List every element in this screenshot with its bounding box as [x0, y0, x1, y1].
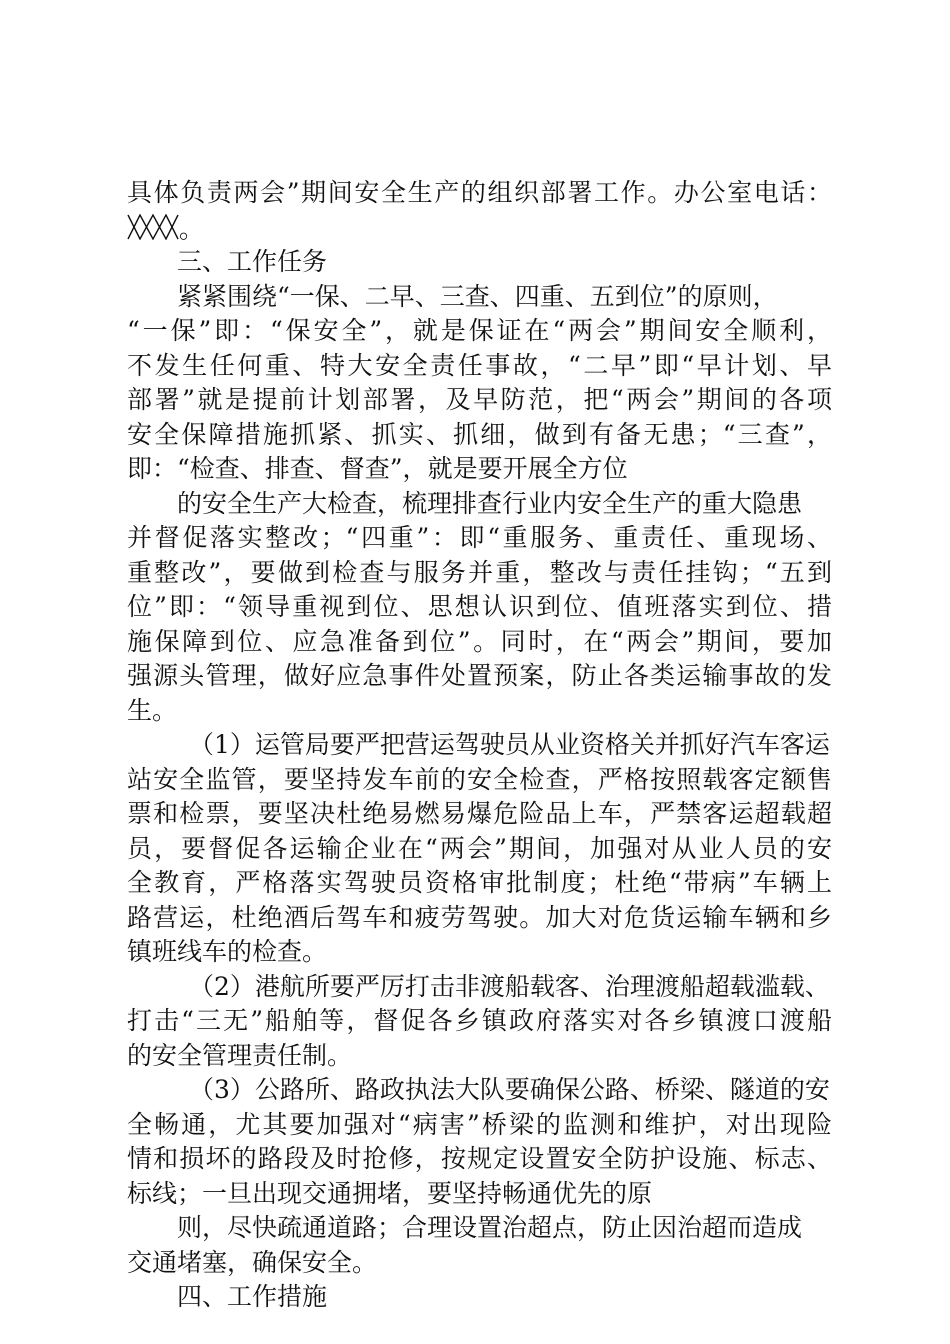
- text-line: 施保障到位、应急准备到位”。同时，在“两会”期间，要加: [127, 626, 832, 656]
- text-line: 部署”就是提前计划部署，及早防范，把“两会”期间的各项: [127, 385, 832, 414]
- text-fragment: 。: [179, 213, 205, 243]
- text-line: “一保”即：“保安全”，就是保证在“两会”期间安全顺利，: [127, 316, 832, 345]
- text-line: 打击“三无”船舶等，督促各乡镇政府落实对各乡镇渡口渡船: [127, 1006, 832, 1035]
- text-line: 路营运，杜绝酒后驾车和疲劳驾驶。加大对危货运输车辆和乡: [127, 902, 832, 932]
- text-line: 重整改”，要做到检查与服务并重，整改与责任挂钩；“五到: [127, 557, 832, 587]
- text-line: 紧紧围绕“一保、二早、三查、四重、五到位”的原则，: [177, 281, 778, 311]
- text-line: 全教育，严格落实驾驶员资格审批制度；杜绝“带病”车辆上: [127, 868, 832, 897]
- text-line: 情和损坏的路段及时抢修，按规定设置安全防护设施、标志、: [127, 1144, 832, 1173]
- section-heading: 四、工作措施: [177, 1282, 328, 1311]
- text-line: 强源头管理，做好应急事件处置预案，防止各类运输事故的发: [127, 661, 832, 690]
- text-line: 具体负责两会”期间安全生产的组织部署工作。办公室电话：: [127, 178, 832, 207]
- text-line: 站安全监管，要坚持发车前的安全检查，严格按照载客定额售: [127, 764, 832, 794]
- text-line: 位”即：“领导重视到位、思想认识到位、值班落实到位、措: [127, 592, 832, 621]
- text-line: 即：“检查、排查、督查”，就是要开展全方位: [127, 454, 628, 483]
- text-line: 的安全管理责任制。: [127, 1040, 353, 1070]
- phone-line: [127, 211, 832, 246]
- text-line: 镇班线车的检查。: [127, 937, 328, 966]
- text-line: 并督促落实整改；“四重”：即“重服务、重责任、重现场、: [127, 523, 832, 552]
- text-line: 全畅通，尤其要加强对“病害”桥梁的监测和维护，对出现险: [127, 1109, 832, 1139]
- text-line: 交通堵塞，确保安全。: [127, 1247, 378, 1277]
- text-line: 安全保障措施抓紧、抓实、抓细，做到有备无患；“三查”，: [127, 419, 832, 449]
- section-heading: 三、工作任务: [177, 247, 328, 276]
- document-page: [127, 176, 832, 1315]
- text-line: 票和检票，要坚决杜绝易燃易爆危险品上车，严禁客运超载超: [127, 799, 832, 828]
- text-line: 则，尽快疏通道路；合理设置治超点，防止因治超而造成: [177, 1213, 803, 1242]
- text-line: 不发生任何重、特大安全责任事故，“二早”即“早计划、早: [127, 350, 832, 380]
- text-line: （3）公路所、路政执法大队要确保公路、桥梁、隧道的安: [189, 1075, 830, 1104]
- text-line: 标线；一旦出现交通拥堵，要坚持畅通优先的原: [127, 1178, 653, 1208]
- text-line: （1）运管局要严把营运驾驶员从业资格关并抓好汽车客运: [189, 730, 830, 759]
- text-line: （2）港航所要严厉打击非渡船载客、治理渡船超载滥载、: [189, 971, 830, 1001]
- text-line: 生。: [127, 695, 178, 725]
- text-line: 员，要督促各运输企业在“两会”期间，加强对从业人员的安: [127, 833, 832, 863]
- redacted-phone-icon: [127, 214, 179, 240]
- text-line: 的安全生产大检查，梳理排查行业内安全生产的重大隐患: [177, 488, 803, 518]
